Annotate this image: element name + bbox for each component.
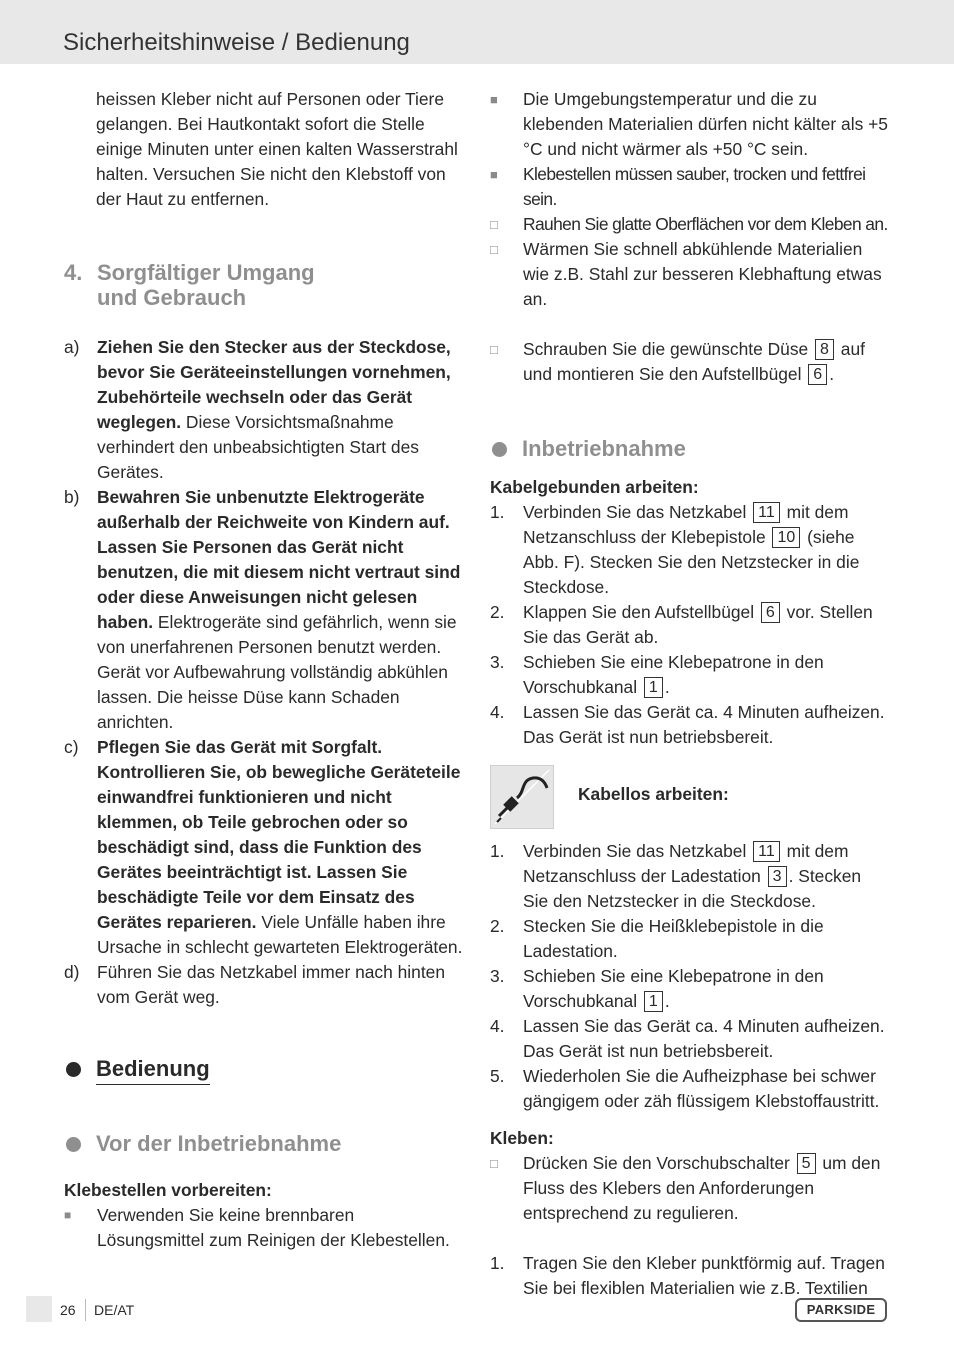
brand-logo: PARKSIDE	[795, 1298, 887, 1322]
step-number: 4.	[490, 1016, 505, 1036]
section-number: 4.	[64, 260, 83, 285]
left-column	[64, 87, 464, 1253]
item-label: b)	[64, 487, 80, 507]
step-text-part: Lassen Sie das Gerät ca. 4 Minuten aufheizen. Das Gerät ist nun betriebsbereit.	[523, 1016, 885, 1061]
section-4-heading	[64, 260, 464, 310]
item-bold-text: Pflegen Sie das Gerät mit Sorgfalt. Kontrollieren Sie, ob bewegliche Geräteteile einwandfrei funktionieren und nicht klemmen, ob Teile gebrochen oder so beschädigt sind, dass die Funktion des Gerätes beeinträchtigt ist. Lassen Sie beschädigte Teile vor dem Einsatz des Gerätes reparieren.	[97, 737, 461, 932]
step-text	[523, 1016, 885, 1061]
item-bold-text: Bewahren Sie unbenutzte Elektrogeräte außerhalb der Reichweite von Kindern auf. Lassen Sie Personen das Gerät nicht benutzen, die mit diesem nicht vertraut sind oder diese Anweisungen nicht gelesen haben.	[97, 487, 461, 632]
step-item	[490, 964, 890, 1014]
checkbox-bullet-icon: □	[490, 242, 498, 257]
step-text: Tragen Sie den Kleber punktförmig auf. Tragen Sie bei flexiblen Materialien wie z.B. Textilien	[523, 1253, 885, 1298]
part-ref: 8	[815, 339, 834, 360]
step-text	[523, 502, 859, 597]
step-text-part: .	[664, 677, 670, 697]
step-text-part: Wiederholen Sie die Aufheizphase bei schwer gängigem oder zäh flüssigem Klebstoffaustritt.	[523, 1066, 880, 1111]
footer-marker	[26, 1296, 52, 1322]
kabelgebunden-steps	[490, 500, 890, 750]
step-item	[490, 650, 890, 700]
kabellos-heading: Kabellos arbeiten:	[578, 784, 729, 804]
item-text	[97, 337, 451, 482]
list-item-text: Schrauben Sie die gewünschte Düse 8 auf und montieren Sie den Aufstellbügel 6 .	[523, 339, 865, 384]
part-ref: 11	[753, 841, 780, 862]
step-item	[490, 700, 890, 750]
list-item-text: Klebestellen müssen sauber, trocken und fettfrei sein.	[523, 164, 866, 209]
step-number: 4.	[490, 702, 505, 722]
safety-item	[64, 735, 464, 960]
list-item-text: Rauhen Sie glatte Oberflächen vor dem Kleben an.	[523, 214, 888, 234]
step-number: 5.	[490, 1066, 505, 1086]
list-item-text: Wärmen Sie schnell abkühlende Materialien wie z.B. Stahl zur besseren Klebhaftung etwas an.	[523, 239, 882, 309]
checkbox-bullet-icon: □	[490, 342, 498, 357]
list-item-text: Drücken Sie den Vorschubschalter 5 um den Fluss des Klebers den Anforderungen entsprechend zu regulieren.	[523, 1153, 881, 1223]
safety-item	[64, 335, 464, 485]
list-item-screw-nozzle	[490, 337, 890, 387]
safety-items-list	[64, 335, 464, 1010]
bedienung-title: Bedienung	[96, 1055, 210, 1085]
list-item-text: Die Umgebungstemperatur und die zu klebenden Materialien dürfen nicht kälter als +5 °C und nicht wärmer als +50 °C sein.	[523, 89, 888, 159]
step-text	[523, 602, 873, 647]
step-text-part: .	[664, 991, 670, 1011]
klebestellen-heading: Klebestellen vorbereiten:	[64, 1180, 272, 1200]
safety-item	[64, 960, 464, 1010]
step-text	[523, 702, 885, 747]
step-item	[490, 500, 890, 600]
footer-divider	[85, 1299, 86, 1321]
item-rest-text: Elektrogeräte sind gefährlich, wenn sie von unerfahrenen Personen benutzt werden. Gerät vor Aufbewahrung vollständig abkühlen lassen. Die heisse Düse kann Schaden anrichten.	[97, 612, 457, 732]
square-bullet-icon: ■	[490, 92, 498, 107]
item-label: d)	[64, 962, 80, 982]
step-item	[490, 839, 890, 914]
item-label: c)	[64, 737, 79, 757]
item-label: a)	[64, 337, 80, 357]
list-item	[490, 162, 890, 212]
step-text-part: mit dem Netzanschluss der Klebepistole	[523, 502, 849, 547]
right-column	[490, 87, 890, 1301]
step-text-part: . Stecken Sie den Netzstecker in die Steckdose.	[523, 866, 862, 911]
step-text	[523, 841, 861, 911]
list-item	[490, 237, 890, 312]
bedienung-heading	[64, 1055, 464, 1085]
preparation-list	[490, 87, 890, 312]
part-ref: 5	[797, 1153, 816, 1174]
step-number: 2.	[490, 916, 505, 936]
bullet-dot-icon	[492, 442, 507, 457]
step-text-part: Klappen Sie den Aufstellbügel	[523, 602, 759, 622]
kleben-heading: Kleben:	[490, 1128, 554, 1148]
part-ref: 3	[768, 866, 787, 887]
step-text-part: (siehe Abb. F). Stecken Sie den Netzstecker in die Steckdose.	[523, 527, 860, 597]
list-item	[64, 1203, 464, 1253]
bullet-dot-icon	[66, 1137, 81, 1152]
page-title: Sicherheitshinweise / Bedienung	[63, 29, 410, 56]
kabellos-steps	[490, 839, 890, 1114]
part-ref: 1	[644, 677, 663, 698]
step-number: 3.	[490, 652, 505, 672]
square-bullet-icon: ■	[490, 167, 498, 182]
item-rest-text: Führen Sie das Netzkabel immer nach hinten vom Gerät weg.	[97, 962, 445, 1007]
step-text	[523, 966, 824, 1011]
page-header	[0, 0, 954, 64]
page-number: 26	[60, 1302, 76, 1318]
step-item	[490, 914, 890, 964]
step-item	[490, 1064, 890, 1114]
step-text	[523, 916, 824, 961]
item-text	[97, 737, 462, 957]
unplugged-cable-icon	[490, 765, 554, 829]
part-ref: 6	[761, 602, 780, 623]
list-item-kleben	[490, 1151, 890, 1226]
step-text-part: Schieben Sie eine Klebepatrone in den Vorschubkanal	[523, 966, 824, 1011]
part-ref: 10	[772, 527, 800, 548]
list-item	[490, 87, 890, 162]
part-ref: 6	[808, 364, 827, 385]
step-text-part: Verbinden Sie das Netzkabel	[523, 841, 752, 861]
step-text-part: Verbinden Sie das Netzkabel	[523, 502, 752, 522]
step-text-part: Schieben Sie eine Klebepatrone in den Vorschubkanal	[523, 652, 824, 697]
square-bullet-icon: ■	[64, 1208, 72, 1222]
step-number: 1.	[490, 841, 505, 861]
item-rest-text: Viele Unfälle haben ihre Ursache in schlecht gewarteten Elektrogeräten.	[97, 912, 463, 957]
item-text	[97, 962, 445, 1007]
step-number: 3.	[490, 966, 505, 986]
step-text-part: mit dem Netzanschluss der Ladestation	[523, 841, 849, 886]
item-text	[97, 487, 460, 732]
item-rest-text: Diese Vorsichtsmaßnahme verhindert den unbeabsichtigten Start des Gerätes.	[97, 412, 419, 482]
step-text-part: vor. Stellen Sie das Gerät ab.	[523, 602, 873, 647]
step-text-part: Stecken Sie die Heißklebepistole in die Ladestation.	[523, 916, 824, 961]
language-code: DE/AT	[94, 1302, 135, 1318]
step-text	[523, 1066, 879, 1111]
part-ref: 11	[753, 502, 780, 523]
step-number: 1.	[490, 1253, 505, 1273]
bullet-dot-icon	[66, 1062, 81, 1077]
section-title: Sorgfältiger Umgang und Gebrauch	[97, 260, 315, 310]
inbetriebnahme-title: Inbetriebnahme	[522, 436, 686, 461]
step-number: 1.	[490, 502, 505, 522]
safety-item	[64, 485, 464, 735]
step-item	[490, 1014, 890, 1064]
checkbox-bullet-icon: □	[490, 217, 498, 232]
list-item	[490, 212, 890, 237]
vor-inbetriebnahme-heading	[64, 1130, 464, 1158]
step-item	[490, 600, 890, 650]
part-ref: 1	[644, 991, 663, 1012]
step-text	[523, 652, 824, 697]
kabellos-header	[490, 765, 890, 829]
item-bold-text: Ziehen Sie den Stecker aus der Steckdose, bevor Sie Geräteeinstellungen vornehmen, Zubehörteile wechseln oder das Gerät weglegen.	[97, 337, 451, 432]
kleben-step	[490, 1251, 890, 1301]
checkbox-bullet-icon: □	[490, 1156, 498, 1171]
vor-inbetriebnahme-title: Vor der Inbetriebnahme	[96, 1131, 342, 1156]
inbetriebnahme-heading	[490, 435, 890, 463]
step-text-part: Lassen Sie das Gerät ca. 4 Minuten aufheizen. Das Gerät ist nun betriebsbereit.	[523, 702, 885, 747]
step-number: 2.	[490, 602, 505, 622]
kabelgebunden-heading: Kabelgebunden arbeiten:	[490, 477, 699, 497]
list-item-text: Verwenden Sie keine brennbaren Lösungsmittel zum Reinigen der Klebestellen.	[97, 1205, 450, 1250]
intro-text: heissen Kleber nicht auf Personen oder Tiere gelangen. Bei Hautkontakt sofort die Stelle einige Minuten unter einen kalten Wasserstrahl halten. Versuchen Sie nicht den Klebstoff von der Haut zu entfernen.	[96, 89, 458, 209]
